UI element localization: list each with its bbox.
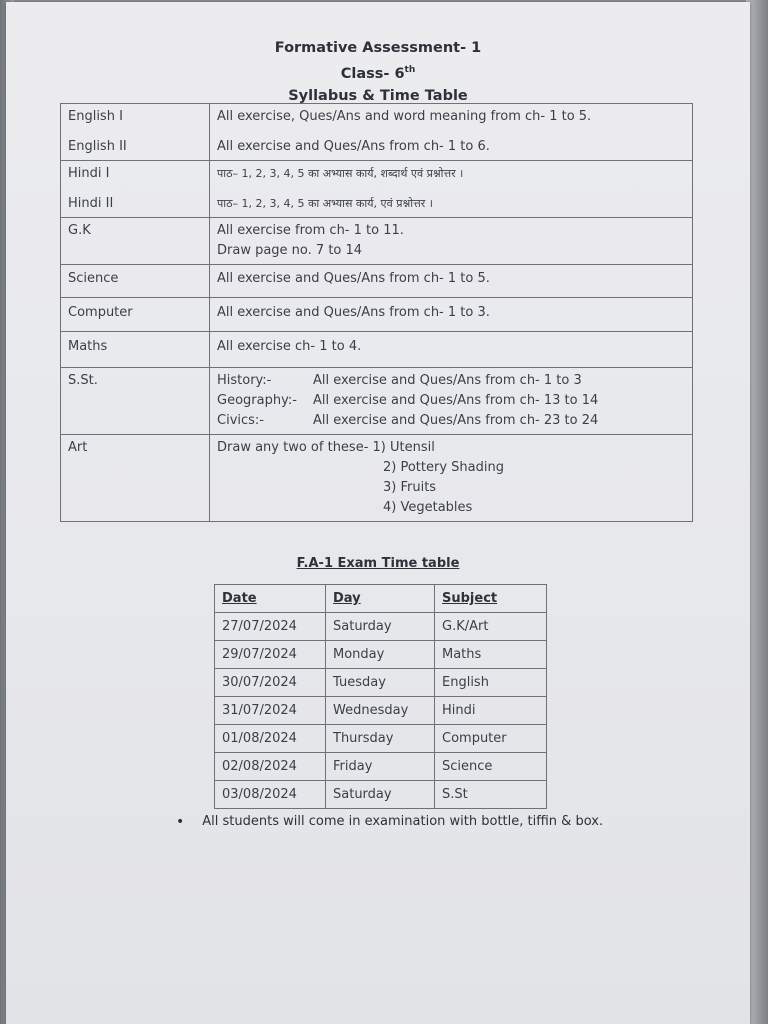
class-superscript: th xyxy=(404,65,416,75)
exam-subject: English xyxy=(435,669,547,697)
subject-gk: G.K xyxy=(61,218,210,265)
paper-sheet xyxy=(6,2,750,1024)
table-row xyxy=(61,104,693,161)
exam-date: 31/07/2024 xyxy=(215,697,326,725)
table-row xyxy=(61,161,693,218)
bullet-icon: • xyxy=(176,814,185,830)
science-syllabus: All exercise and Ques/Ans from ch- 1 to 5. xyxy=(210,265,693,298)
art-line-3: 3) Fruits xyxy=(383,480,437,495)
sst-geography-line xyxy=(217,391,685,411)
sst-civics-key: Civics:- xyxy=(217,413,264,428)
table-header-row xyxy=(215,585,547,613)
table-row xyxy=(61,368,693,435)
class-label: Class- 6 xyxy=(340,65,405,82)
maths-syllabus: All exercise ch- 1 to 4. xyxy=(210,332,693,368)
exam-date: 02/08/2024 xyxy=(215,753,326,781)
exam-subject: Science xyxy=(435,753,547,781)
table-row xyxy=(61,218,693,265)
table-row xyxy=(215,697,547,725)
subject-cell xyxy=(61,161,210,218)
gk-syllabus-line-2: Draw page no. 7 to 14 xyxy=(217,243,363,258)
sst-history-line xyxy=(217,371,685,391)
exam-timetable-heading: F.A-1 Exam Time table xyxy=(296,556,460,571)
subject-hindi-1: Hindi I xyxy=(68,166,110,181)
exam-day: Wednesday xyxy=(326,697,435,725)
table-row xyxy=(215,641,547,669)
subject-sst: S.St. xyxy=(61,368,210,435)
hindi-1-syllabus: पाठ– 1, 2, 3, 4, 5 का अभ्यास कार्य, शब्दार्थ एवं प्रश्नोत्तर । xyxy=(217,167,464,180)
instruction-note xyxy=(176,814,603,830)
sst-civics-line xyxy=(217,411,685,431)
column-header-subject: Subject xyxy=(435,585,547,613)
subject-art: Art xyxy=(61,435,210,522)
sst-geography-value: All exercise and Ques/Ans from ch- 13 to 14 xyxy=(313,393,599,408)
title-block xyxy=(6,37,750,107)
art-line-4: 4) Vegetables xyxy=(383,500,473,515)
table-row xyxy=(61,298,693,332)
exam-day: Saturday xyxy=(326,613,435,641)
sst-history-key: History:- xyxy=(217,373,272,388)
table-row xyxy=(215,781,547,809)
gk-syllabus-line-1: All exercise from ch- 1 to 11. xyxy=(217,223,404,238)
exam-date: 29/07/2024 xyxy=(215,641,326,669)
exam-timetable xyxy=(214,584,547,809)
exam-subject: G.K/Art xyxy=(435,613,547,641)
subject-english-1: English I xyxy=(68,109,123,124)
exam-subject: Maths xyxy=(435,641,547,669)
exam-subject: Hindi xyxy=(435,697,547,725)
subject-computer: Computer xyxy=(61,298,210,332)
table-row xyxy=(61,435,693,522)
hindi-2-syllabus: पाठ– 1, 2, 3, 4, 5 का अभ्यास कार्य, एवं प्रश्नोत्तर । xyxy=(217,197,433,210)
table-row xyxy=(215,613,547,641)
table-row xyxy=(61,265,693,298)
subject-hindi-2: Hindi II xyxy=(68,196,114,211)
exam-subject: S.St xyxy=(435,781,547,809)
instruction-text: All students will come in examination with bottle, tiffin & box. xyxy=(202,814,604,829)
subject-english-2: English II xyxy=(68,139,127,154)
exam-day: Thursday xyxy=(326,725,435,753)
sst-civics-value: All exercise and Ques/Ans from ch- 23 to 24 xyxy=(313,413,599,428)
table-row xyxy=(215,725,547,753)
art-line-1: Draw any two of these- 1) Utensil xyxy=(217,440,435,455)
computer-syllabus: All exercise and Ques/Ans from ch- 1 to 3. xyxy=(210,298,693,332)
document-title: Formative Assessment- 1 xyxy=(274,40,482,56)
exam-date: 03/08/2024 xyxy=(215,781,326,809)
english-2-syllabus: All exercise and Ques/Ans from ch- 1 to 6. xyxy=(217,139,490,154)
art-line-2: 2) Pottery Shading xyxy=(383,460,504,475)
subject-maths: Maths xyxy=(61,332,210,368)
exam-subject: Computer xyxy=(435,725,547,753)
syllabus-cell xyxy=(210,104,693,161)
syllabus-cell xyxy=(210,435,693,522)
sst-geography-key: Geography:- xyxy=(217,393,297,408)
exam-date: 01/08/2024 xyxy=(215,725,326,753)
subject-cell xyxy=(61,104,210,161)
syllabus-table xyxy=(60,103,693,522)
table-row xyxy=(215,753,547,781)
syllabus-cell xyxy=(210,161,693,218)
exam-date: 27/07/2024 xyxy=(215,613,326,641)
exam-day: Tuesday xyxy=(326,669,435,697)
exam-day: Saturday xyxy=(326,781,435,809)
exam-date: 30/07/2024 xyxy=(215,669,326,697)
exam-day: Friday xyxy=(326,753,435,781)
subject-science: Science xyxy=(61,265,210,298)
class-line xyxy=(6,59,750,85)
syllabus-cell xyxy=(210,218,693,265)
document-subtitle: Syllabus & Time Table xyxy=(288,87,468,104)
exam-day: Monday xyxy=(326,641,435,669)
sst-history-value: All exercise and Ques/Ans from ch- 1 to 3 xyxy=(313,373,582,388)
table-row xyxy=(215,669,547,697)
syllabus-cell xyxy=(210,368,693,435)
column-header-day: Day xyxy=(326,585,435,613)
english-1-syllabus: All exercise, Ques/Ans and word meaning from ch- 1 to 5. xyxy=(217,109,592,124)
column-header-date: Date xyxy=(215,585,326,613)
table-row xyxy=(61,332,693,368)
